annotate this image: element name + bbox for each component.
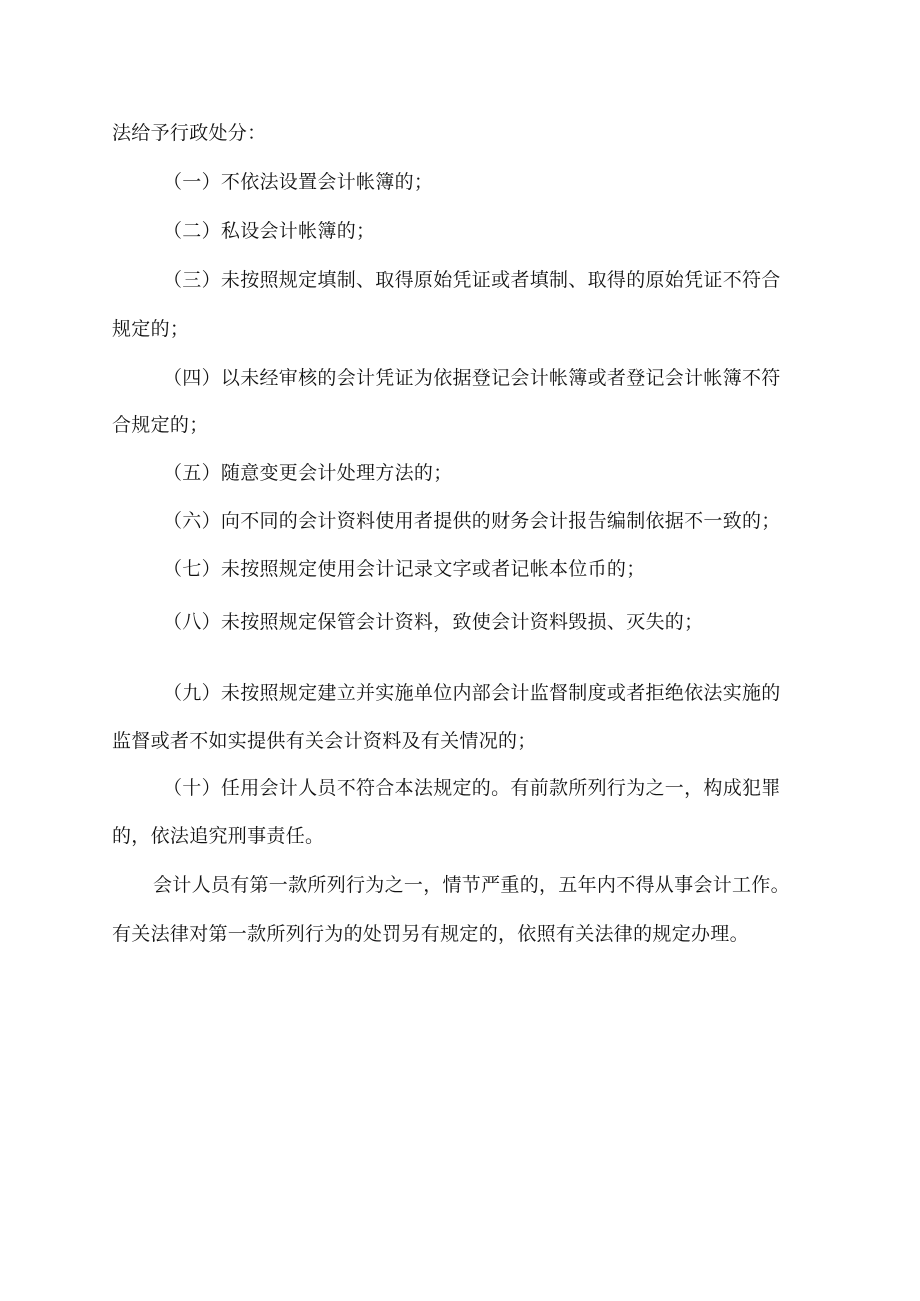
text-line: （六）向不同的会计资料使用者提供的财务会计报告编制依据不一致的；	[163, 510, 781, 532]
text-line: （八）未按照规定保管会计资料，致使会计资料毁损、灭失的；	[163, 611, 704, 633]
text-line: 监督或者不如实提供有关会计资料及有关情况的；	[112, 730, 537, 752]
text-line: 的，依法追究刑事责任。	[112, 825, 325, 847]
text-line: （九）未按照规定建立并实施单位内部会计监督制度或者拒绝依法实施的	[163, 682, 781, 704]
text-line: （五）随意变更会计处理方法的；	[163, 462, 453, 484]
text-line: （十）任用会计人员不符合本法规定的。有前款所列行为之一，构成犯罪	[163, 777, 781, 799]
text-line: （七）未按照规定使用会计记录文字或者记帐本位币的；	[163, 558, 646, 580]
text-line: （三）未按照规定填制、取得原始凭证或者填制、取得的原始凭证不符合	[163, 269, 781, 291]
text-line: 合规定的；	[112, 414, 209, 436]
text-line: （一）不依法设置会计帐簿的；	[163, 171, 434, 193]
text-line: 有关法律对第一款所列行为的处罚另有规定的，依照有关法律的规定办理。	[112, 923, 749, 945]
text-line: （二）私设会计帐簿的；	[163, 220, 376, 242]
text-line: 会计人员有第一款所列行为之一，情节严重的，五年内不得从事会计工作。	[153, 874, 790, 896]
text-line: 法给予行政处分：	[112, 122, 267, 144]
text-line: （四）以未经审核的会计凭证为依据登记会计帐簿或者登记会计帐簿不符	[163, 367, 781, 389]
text-line: 规定的；	[112, 318, 190, 340]
